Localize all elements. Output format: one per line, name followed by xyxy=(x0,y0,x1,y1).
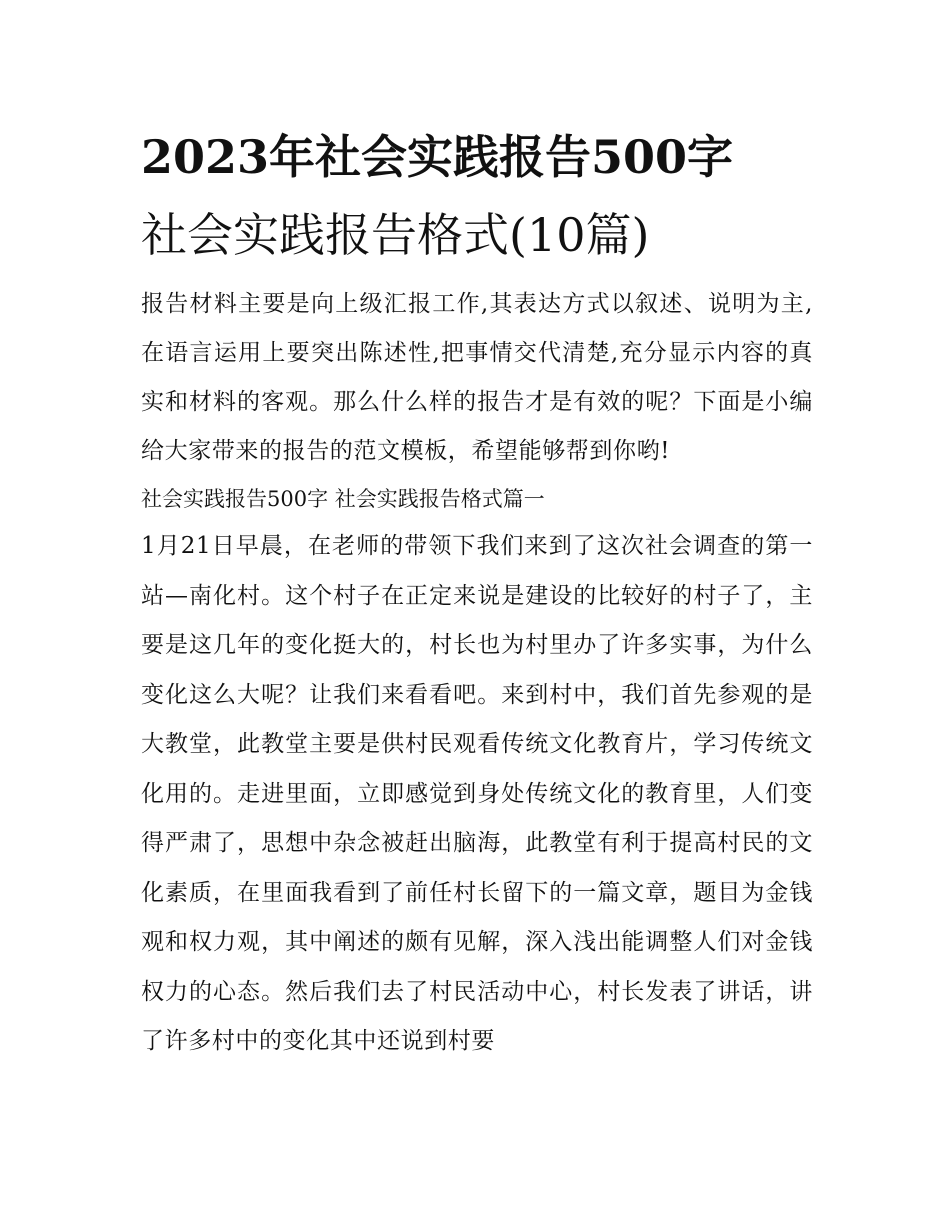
section-heading: 社会实践报告500字 社会实践报告格式篇一 xyxy=(141,487,545,511)
title-line-1: 2023年社会实践报告500字 xyxy=(141,130,734,184)
document-page xyxy=(141,118,813,1067)
body-paragraph: 1月21日早晨，在老师的带领下我们来到了这次社会调查的第一站—南化村。这个村子在正定来说是建设的比较好的村子了，主要是这几年的变化挺大的，村长也为村里办了许多实事，为什么变化这么大呢？让我们来看看吧。来到村中，我们首先参观的是大教堂，此教堂主要是供村民观看传统文化教育片，学习传统文化用的。走进里面，立即感觉到身处传统文化的教育里，人们变得严肃了，思想中杂念被赶出脑海，此教堂有利于提高村民的文化素质，在里面我看到了前任村长留下的一篇文章，题目为金钱观和权力观，其中阐述的颇有见解，深入浅出能调整人们对金钱权力的心态。然后我们去了村民活动中心，村长发表了讲话，讲了许多村中的变化其中还说到村要 xyxy=(141,533,813,1054)
document-title xyxy=(141,118,813,274)
title-line-2: 社会实践报告格式(10篇) xyxy=(141,208,650,262)
intro-paragraph: 报告材料主要是向上级汇报工作,其表达方式以叙述、说明为主,在语言运用上要突出陈述性,把事情交代清楚,充分显示内容的真实和材料的客观。那么什么样的报告才是有效的呢？下面是小编给大家带来的报告的范文模板，希望能够帮到你哟! xyxy=(141,291,813,464)
